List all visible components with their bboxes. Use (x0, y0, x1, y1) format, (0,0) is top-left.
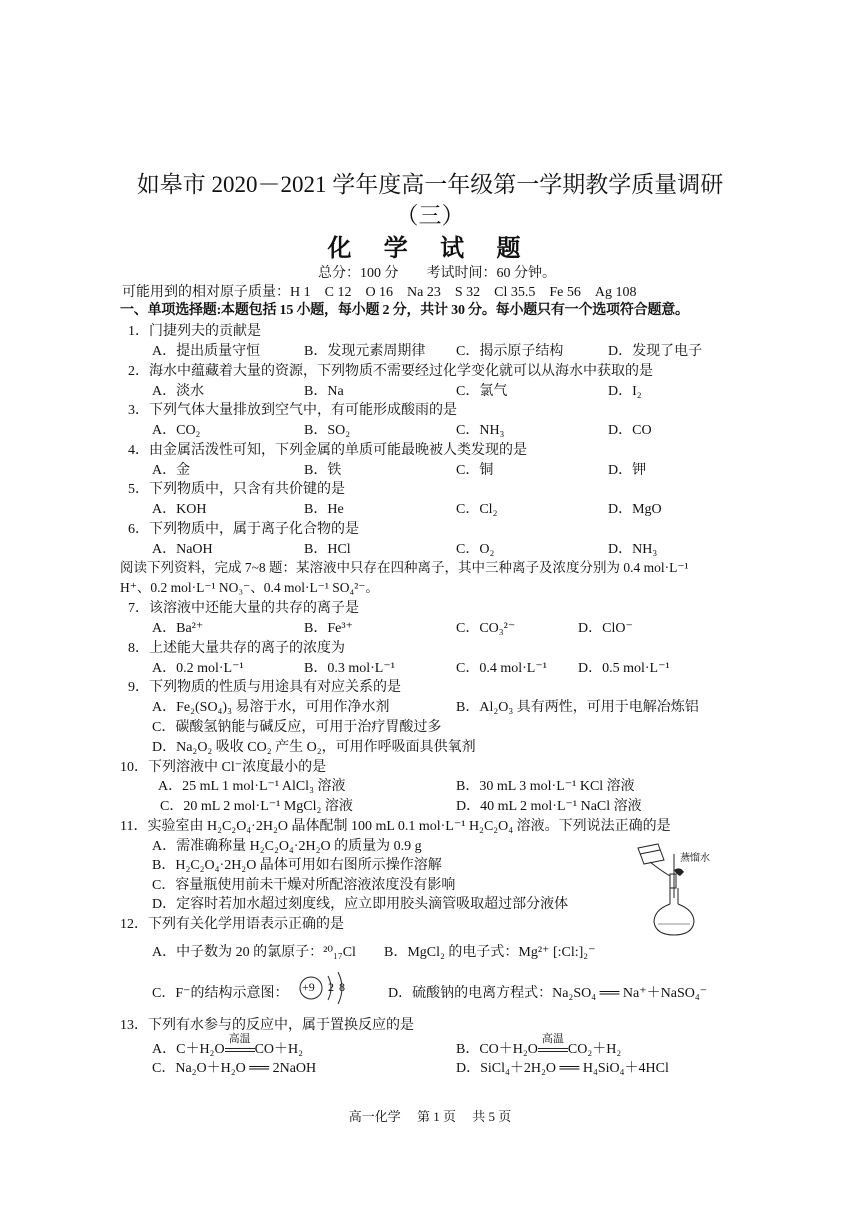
question-stem: 4．由金属活泼性可知，下列金属的单质可能最晚被人类发现的是 (128, 442, 527, 458)
question-option: B．He (304, 502, 344, 517)
question-option: A．Ba²⁺ (152, 621, 204, 636)
q11-option-c: C．容量瓶使用前未干燥对所配溶液浓度没有影响 (152, 878, 456, 893)
question-option: A．提出质量守恒 (152, 344, 261, 359)
isotope-formula: ²⁰₁₇Cl (323, 945, 356, 960)
subject-title: 化 学 试 题 (327, 234, 533, 262)
page-title-part: （三） (395, 203, 465, 228)
nucleus-charge: +9 (302, 980, 315, 994)
atomic-masses: 可能用到的相对原子质量：H 1 C 12 O 16 Na 23 S 32 Cl 35.5 Fe 56 Ag 108 (122, 285, 637, 300)
q12-option-b (384, 941, 596, 961)
q9-option-d: D．Na₂O₂ 吸收 CO₂ 产生 O₂，可用作呼吸面具供氧剂 (152, 740, 476, 755)
page-footer: 高一化学 第 1 页 共 5 页 (348, 1109, 512, 1124)
fluoride-structure-diagram (298, 970, 358, 1006)
question-option: D．钾 (608, 462, 647, 478)
question-option: B．Na (304, 383, 344, 399)
q13-option-d: D．SiCl₄＋2H₂O ══ H₄SiO₄＋4HCl (456, 1061, 669, 1076)
q10-option-b: B．30 mL 3 mol·L⁻¹ KCl 溶液 (456, 779, 635, 794)
q12-option-b-label: B．MgCl₂ 的电子式： (384, 945, 519, 960)
q12-option-a-label: A．中子数为 20 的氯原子： (152, 945, 324, 960)
question-option: C．NH₃ (456, 423, 505, 438)
question-option: D．发现了电子 (608, 344, 703, 359)
q12-option-a (152, 941, 356, 961)
question-stem: 8．上述能大量共存的离子的浓度为 (128, 641, 345, 656)
reaction-arrow (538, 1033, 568, 1058)
reading-passage-line2: H⁺、0.2 mol·L⁻¹ NO₃⁻、0.4 mol·L⁻¹ SO₄²⁻。 (120, 580, 379, 595)
reaction-condition: 高温 (228, 1033, 251, 1045)
electron-formula: Mg²⁺ [:Cl:]₂⁻ (518, 945, 596, 960)
q13-b-left: B．CO＋H₂O (456, 1042, 538, 1057)
q12-option-c: C．F⁻的结构示意图： (152, 986, 289, 1001)
q11-option-a: A．需准确称量 H₂C₂O₄·2H₂O 的质量为 0.9 g (152, 839, 422, 854)
question-option: B．HCl (304, 541, 351, 557)
q9-option-c: C．碳酸氢钠能与碱反应，可用于治疗胃酸过多 (152, 720, 442, 735)
q9-option-b: B．Al₂O₃ 具有两性，可用于电解冶炼铝 (456, 700, 699, 715)
question-option: B．发现元素周期律 (304, 344, 426, 359)
question-option: D．I₂ (608, 383, 642, 399)
question-option: B．铁 (304, 462, 342, 478)
reaction-condition: 高温 (541, 1033, 564, 1045)
figure-label-distilled-water: 蒸馏水 (680, 853, 710, 864)
q11-option-d: D．定容时若加水超过刻度线，应立即用胶头滴管吸取超过部分液体 (152, 897, 569, 912)
q13-b-right: CO₂＋H₂ (567, 1042, 622, 1057)
question-stem: 5．下列物质中，只含有共价键的是 (128, 482, 345, 497)
question-stem: 3．下列气体大量排放到空气中，有可能形成酸雨的是 (128, 403, 457, 418)
question-stem: 6．下列物质中，属于离子化合物的是 (128, 521, 359, 537)
question-option: A．NaOH (152, 541, 213, 557)
question-option: C．0.4 mol·L⁻¹ (456, 661, 547, 676)
question-option: D．MgO (608, 502, 662, 517)
question-option: A．金 (152, 462, 191, 478)
q10-option-d: D．40 mL 2 mol·L⁻¹ NaCl 溶液 (456, 799, 642, 814)
q13-option-b (456, 1033, 622, 1058)
electron-shells: 2 8 (328, 980, 346, 994)
question-option: C．Cl₂ (456, 502, 498, 517)
q9-stem: 9．下列物质的性质与用途具有对应关系的是 (128, 680, 401, 695)
q12-stem: 12．下列有关化学用语表示正确的是 (120, 917, 344, 932)
exam-meta: 总分：100 分 考试时间：60 分钟。 (318, 266, 556, 281)
q13-option-c: C．Na₂O＋H₂O ══ 2NaOH (152, 1061, 317, 1076)
question-option: C．O₂ (456, 541, 495, 557)
q13-a-left: A．C＋H₂O (152, 1042, 225, 1057)
q9-option-a: A．Fe₂(SO₄)₃ 易溶于水，可用作净水剂 (152, 700, 390, 715)
section-heading: 一、单项选择题:本题包括 15 小题，每小题 2 分，共计 30 分。每小题只有一个选项符合题意。 (120, 303, 689, 318)
q10-option-a: A．25 mL 1 mol·L⁻¹ AlCl₃ 溶液 (158, 779, 346, 794)
question-option: D．CO (608, 423, 652, 438)
question-stem: 2．海水中蕴藏着大量的资源，下列物质不需要经过化学变化就可以从海水中获取的是 (128, 363, 653, 379)
question-option: A．CO₂ (152, 423, 201, 438)
q12-option-d: D．硫酸钠的电离方程式：Na₂SO₄ ══ Na⁺＋NaSO₄⁻ (388, 986, 708, 1001)
question-option: B．0.3 mol·L⁻¹ (304, 661, 395, 676)
question-stem: 7．该溶液中还能大量的共存的离子是 (128, 601, 359, 616)
q11-stem: 11．实验室由 H₂C₂O₄·2H₂O 晶体配制 100 mL 0.1 mol·L⁻¹ H₂C₂O₄ 溶液。下列说法正确的是 (120, 819, 671, 834)
q13-stem: 13．下列有水参与的反应中，属于置换反应的是 (120, 1018, 414, 1033)
q10-stem: 10．下列溶液中 Cl⁻浓度最小的是 (120, 760, 327, 775)
question-option: C．氯气 (456, 383, 508, 399)
question-option: D．0.5 mol·L⁻¹ (578, 661, 670, 676)
question-option: B．SO₂ (304, 423, 351, 438)
equals-sign (225, 1048, 255, 1052)
question-option: D．ClO⁻ (578, 621, 633, 636)
question-option: A．淡水 (152, 383, 205, 399)
q10-option-c: C．20 mL 2 mol·L⁻¹ MgCl₂ 溶液 (160, 799, 353, 814)
question-option: C．铜 (456, 462, 494, 478)
q13-option-a (152, 1033, 304, 1058)
page-title: 如皋市 2020－2021 学年度高一年级第一学期教学质量调研 (136, 172, 724, 197)
question-option: C．揭示原子结构 (456, 344, 564, 359)
question-option: A．KOH (152, 502, 207, 517)
question-stem: 1．门捷列夫的贡献是 (128, 324, 261, 339)
question-option: D．NH₃ (608, 541, 658, 557)
reaction-arrow (225, 1033, 255, 1058)
question-option: A．0.2 mol·L⁻¹ (152, 661, 244, 676)
equals-sign (538, 1048, 568, 1052)
question-option: C．CO₃²⁻ (456, 621, 516, 636)
question-option: B．Fe³⁺ (304, 621, 353, 636)
q13-a-right: CO＋H₂ (254, 1042, 304, 1057)
q11-option-b: B．H₂C₂O₄·2H₂O 晶体可用如右图所示操作溶解 (152, 858, 442, 873)
reading-passage-line1: 阅读下列资料，完成 7~8 题：某溶液中只存在四种离子，其中三种离子及浓度分别为 0.4 mol·L⁻¹ (120, 560, 689, 575)
